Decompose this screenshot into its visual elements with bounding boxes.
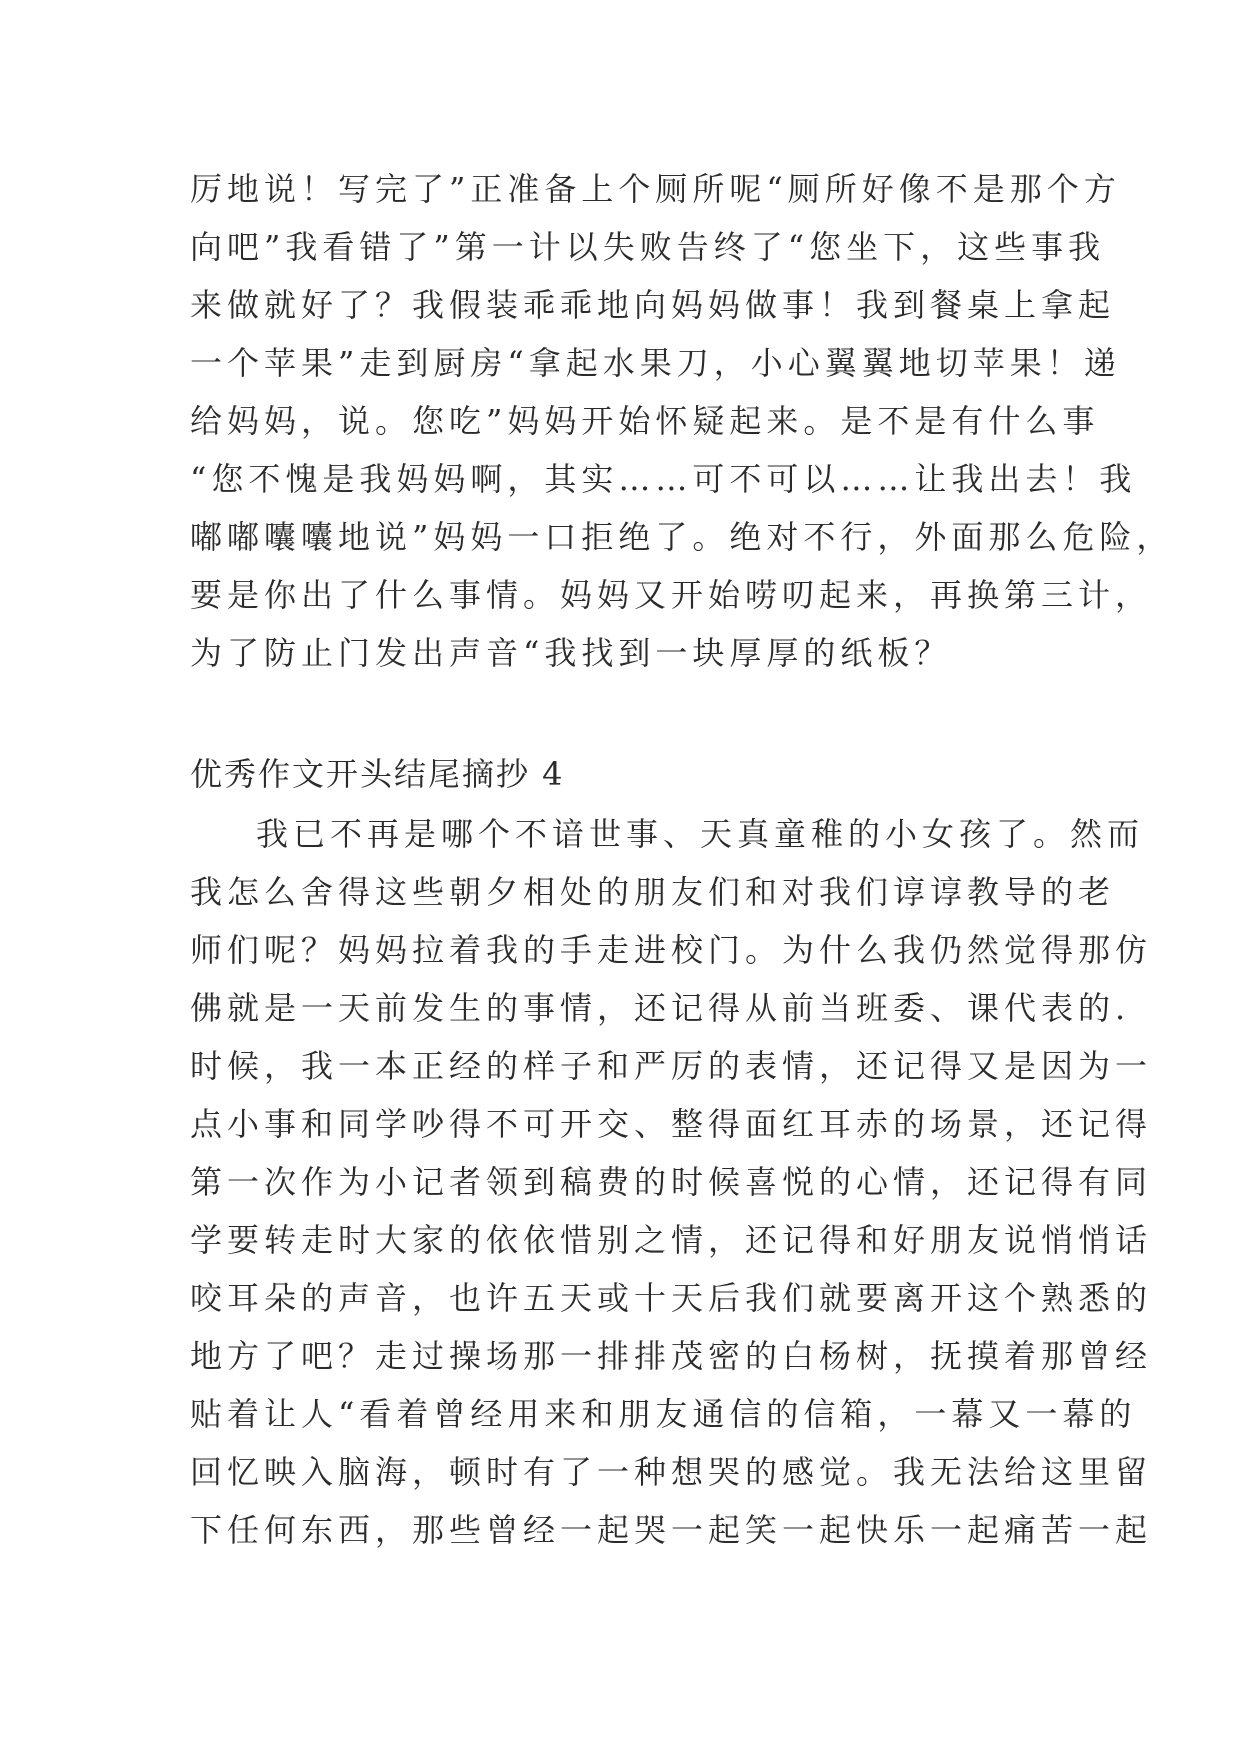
text-line: 为了防止门发出声音“我找到一块厚厚的纸板？	[190, 634, 952, 672]
text-line: 时候，我一本正经的样子和严厉的表情，还记得又是因为一	[190, 1047, 1153, 1085]
text-line: 师们呢？妈妈拉着我的手走进校门。为什么我仍然觉得那仿	[190, 931, 1153, 969]
text-line: 学要转走时大家的依依惜别之情，还记得和好朋友说悄悄话	[190, 1221, 1153, 1259]
text-line: 要是你出了什么事情。妈妈又开始唠叨起来，再换第三计，	[190, 576, 1153, 614]
text-line: 下任何东西，那些曾经一起哭一起笑一起快乐一起痛苦一起	[190, 1511, 1153, 1549]
text-line: 厉地说！写完了”正准备上个厕所呢“厕所好像不是那个方	[190, 170, 1121, 208]
paragraph-continued	[190, 160, 1174, 682]
text-line: 嘟嘟囔囔地说”妈妈一口拒绝了。绝对不行，外面那么危险，	[190, 518, 1174, 556]
text-line: 回忆映入脑海，顿时有了一种想哭的感觉。我无法给这里留	[190, 1453, 1153, 1491]
text-line: 咬耳朵的声音，也许五天或十天后我们就要离开这个熟悉的	[190, 1279, 1153, 1317]
paragraph-essay-4	[190, 805, 1153, 1559]
text-line: 第一次作为小记者领到稿费的时候喜悦的心情，还记得有同	[190, 1163, 1153, 1201]
section-heading: 优秀作文开头结尾摘抄 4	[190, 755, 565, 793]
text-line: 向吧”我看错了”第一计以失败告终了“您坐下，这些事我	[190, 228, 1106, 266]
text-line: 贴着让人“看着曾经用来和朋友通信的信箱，一幕又一幕的	[190, 1395, 1137, 1433]
text-line: “您不愧是我妈妈啊，其实……可不可以……让我出去！我	[190, 460, 1137, 498]
text-line: 佛就是一天前发生的事情，还记得从前当班委、课代表的.	[190, 989, 1131, 1027]
text-line: 点小事和同学吵得不可开交、整得面红耳赤的场景，还记得	[190, 1105, 1153, 1143]
text-line: 给妈妈，说。您吃”妈妈开始怀疑起来。是不是有什么事	[190, 402, 1100, 440]
text-line: 我已不再是哪个不谙世事、天真童稚的小女孩了。然而	[256, 815, 1145, 853]
text-line: 地方了吧？走过操场那一排排茂密的白杨树，抚摸着那曾经	[190, 1337, 1153, 1375]
text-line: 我怎么舍得这些朝夕相处的朋友们和对我们谆谆教导的老	[190, 873, 1116, 911]
text-line: 一个苹果”走到厨房“拿起水果刀，小心翼翼地切苹果！递	[190, 344, 1121, 382]
text-line: 来做就好了？我假装乖乖地向妈妈做事！我到餐桌上拿起	[190, 286, 1116, 324]
